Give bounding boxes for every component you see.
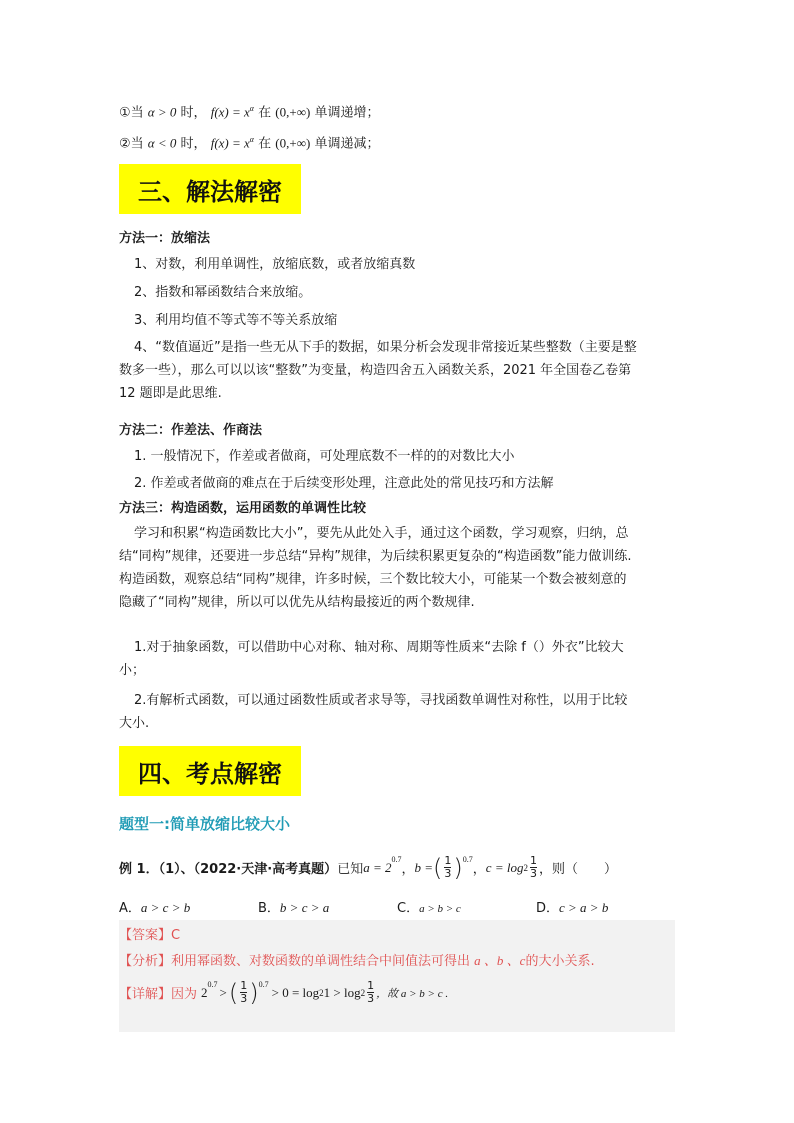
a-expression: a = 2 [363, 859, 392, 875]
text: 在 [258, 136, 272, 152]
method-2-item: 1. 一般情况下，作差或者做商，可处理底数不一样的的对数比大小 [134, 449, 515, 464]
inequality-chain: 1 > log [323, 984, 361, 1000]
text-line: 结“同构”规律，还要进一步总结“异构”规律，为后续积累更复杂的“构造函数”能力做训练. [119, 549, 632, 564]
answer-line [119, 924, 180, 943]
result: 单调递增； [314, 105, 380, 121]
property-2 [119, 131, 379, 153]
result: 单调递减； [314, 136, 380, 152]
answer-tag: 【答案】 [119, 928, 172, 943]
exponent: 0.7 [391, 855, 402, 864]
detail-line: 【详解】 因为 2 $^{0.7}$ > ( $\frac{1}{3}$ ) $^{0.7}$ > 0 = log 2 1 > log 2 $\frac{1}{3}$ ，故 a > b > c . [119, 978, 449, 1007]
denominator: 3 [444, 867, 452, 880]
question-type-title: 题型一:简单放缩比较大小 [119, 815, 290, 833]
text: 时， [180, 136, 207, 152]
answer-choices [119, 897, 675, 916]
exponent: α [249, 104, 254, 113]
analysis-text: 利用幂函数、对数函数的单调性结合中间值法可得出 [171, 954, 471, 969]
method-1-title: 方法一：放缩法 [119, 231, 211, 246]
text-line: 12 题即是此思维. [119, 386, 222, 401]
fraction: $\frac{1}{3}$ [240, 979, 248, 1005]
text-line: 4、“数值逼近”是指一些无从下手的数据，如果分析会发现非常接近某些整数（主要是整 [134, 340, 637, 355]
method-1-item-4 [119, 336, 675, 405]
text-line: 1.对于抽象函数，可以借助中心对称、轴对称、周期等性质来“去除 f（）外衣”比较大 [134, 640, 624, 655]
choice-d[interactable]: D．c > a > b [536, 900, 609, 916]
method-1-item: 2、指数和幂函数结合来放缩。 [134, 285, 312, 300]
fraction: $\frac{1}{3}$ [367, 979, 375, 1005]
text-line: 构造函数，观察总结“同构”规律，许多时候，三个数比较大小，可能某一个数会被刻意的 [119, 572, 627, 587]
numerator: 1 [529, 854, 537, 867]
text-line: 2.有解析式函数，可以通过函数性质或者求导等，寻找函数单调性对称性，以用于比较 [134, 693, 628, 708]
example-label: 例 1．（1）、（2022·天津·高考真题） [119, 862, 338, 877]
log-base: 2 [319, 987, 324, 998]
section-banner-4: 四、考点解密 [119, 746, 301, 796]
text: 已知 [337, 862, 364, 877]
analysis-tail: 的大小关系. [525, 954, 595, 969]
method-1-item: 1、对数，利用单调性，放缩底数，或者放缩真数 [134, 257, 416, 272]
exponent: α [249, 135, 254, 144]
denominator: 3 [529, 867, 537, 880]
text-line: 数多一些），那么可以以该“整数”为变量，构造四舍五入函数关系，2021 年全国卷乙卷第 [119, 363, 632, 378]
condition: α < 0 [147, 135, 177, 151]
property-prefix: ②当 [119, 136, 144, 152]
text-line: 小； [119, 663, 146, 678]
condition: α > 0 [147, 104, 177, 120]
method-3-item-1 [119, 636, 675, 682]
text-line: 大小. [119, 716, 150, 731]
function: f(x) = x [210, 135, 250, 151]
log-base: 2 [360, 987, 366, 998]
function: f(x) = x [210, 104, 250, 120]
property-prefix: ①当 [119, 105, 144, 121]
b-expression: b = [414, 859, 434, 875]
fraction [530, 855, 537, 880]
detail-text: 因为 [171, 987, 198, 1002]
method-2-title: 方法二：作差法、作商法 [119, 423, 263, 438]
conclusion: ，故 a > b > c . [376, 987, 449, 1000]
log-base: 2 [523, 862, 528, 873]
method-3-title: 方法三：构造函数，运用函数的单调性比较 [119, 501, 367, 516]
section-banner-3: 三、解法解密 [119, 164, 301, 214]
text-line: 隐藏了“同构”规律，所以可以优先从结构最接近的两个数规律. [119, 595, 475, 610]
c-expression: c = log [485, 859, 524, 875]
answer-value: C [171, 928, 181, 943]
text: 在 [258, 105, 272, 121]
method-3-item-2 [119, 689, 675, 735]
choice-b[interactable]: B．b > c > a [258, 900, 330, 916]
variables: a 、b 、c [474, 953, 526, 968]
solution-box [119, 920, 675, 1032]
property-1 [119, 100, 379, 122]
method-2-item: 2. 作差或者做商的难点在于后续变形处理，注意此处的常见技巧和方法解 [134, 476, 554, 491]
method-1-item: 3、利用均值不等式等不等关系放缩 [134, 313, 338, 328]
method-3-paragraph [119, 522, 675, 614]
text-line: 学习和积累“构造函数比大小”，要先从此处入手，通过这个函数，学习观察，归纳，总 [134, 526, 629, 541]
question-prompt: ，则（ ） [538, 862, 617, 877]
detail-tag: 【详解】 [119, 987, 172, 1002]
fraction [444, 855, 451, 880]
example-question: 例 1．（1）、（2022·天津·高考真题） 已知 a = 2 $^{0.7}$ ， b = ( $\frac{1}{3}$ ) $^{0.7}$ ， c = log 2 $\frac{1}{3}$ ，则（ ） [119, 853, 617, 882]
analysis-tag: 【分析】 [119, 954, 172, 969]
choice-c[interactable]: C．a > b > c [397, 901, 461, 916]
choice-a[interactable]: A．a > c > b [119, 900, 191, 916]
exponent: 0.7 [462, 855, 473, 864]
interval: (0,+∞) [275, 104, 311, 120]
interval: (0,+∞) [275, 135, 311, 151]
inequality-chain: > 0 = log [271, 984, 320, 1000]
numerator: 1 [444, 854, 452, 867]
analysis-line [119, 950, 595, 969]
text: 时， [180, 105, 207, 121]
